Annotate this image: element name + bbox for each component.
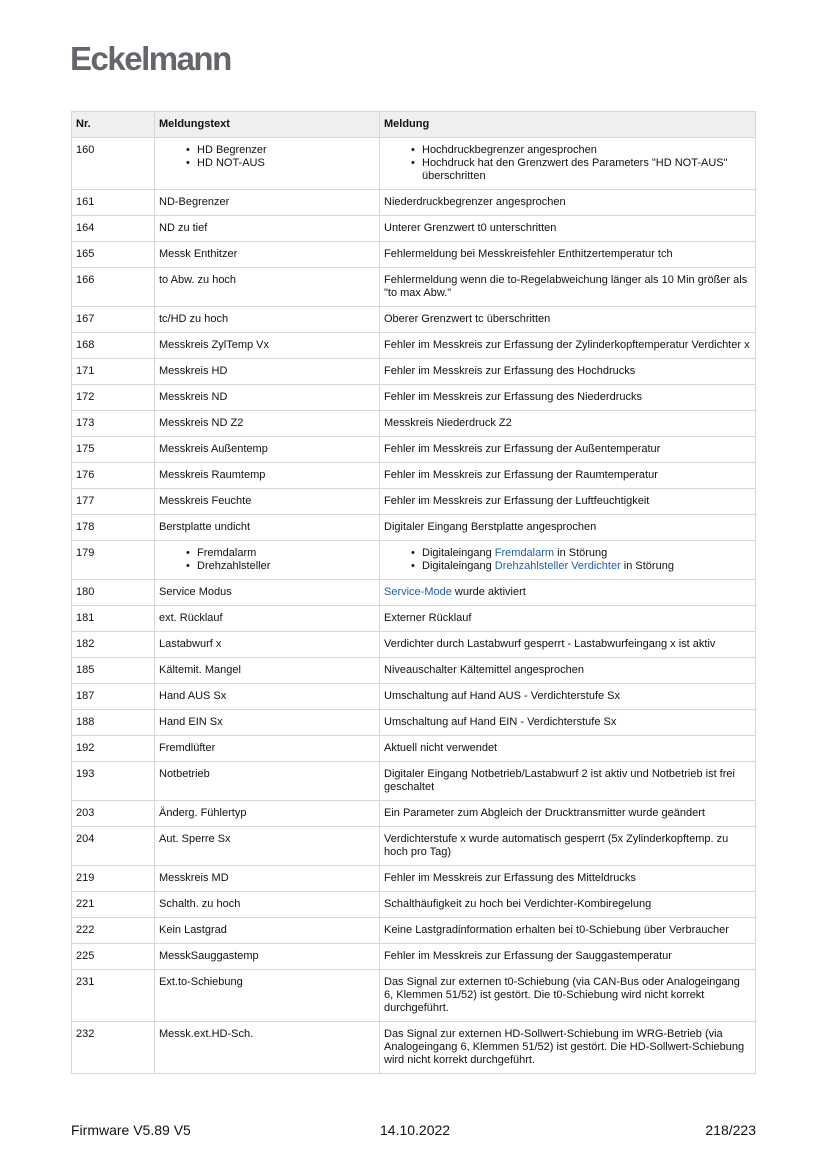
row-message-text (155, 138, 380, 190)
row-number: 203 (72, 801, 155, 827)
row-message-text: MesskSauggastemp (155, 944, 380, 970)
row-number: 222 (72, 918, 155, 944)
row-message: Ein Parameter zum Abgleich der Drucktransmitter wurde geändert (380, 801, 756, 827)
row-message: Umschaltung auf Hand AUS - Verdichterstufe Sx (380, 684, 756, 710)
row-message-text: Messkreis ND (155, 385, 380, 411)
header-nr: Nr. (72, 112, 155, 138)
row-message-text: Berstplatte undicht (155, 515, 380, 541)
list-item (422, 547, 751, 560)
row-number: 168 (72, 333, 155, 359)
row-message: Niveauschalter Kältemittel angesprochen (380, 658, 756, 684)
table-row (72, 736, 756, 762)
row-message-text: Messkreis ZylTemp Vx (155, 333, 380, 359)
table-row (72, 190, 756, 216)
message-table (71, 111, 756, 1074)
row-message-text: Kältemit. Mangel (155, 658, 380, 684)
row-message-text: Messkreis ND Z2 (155, 411, 380, 437)
row-message: Unterer Grenzwert t0 unterschritten (380, 216, 756, 242)
row-number: 219 (72, 866, 155, 892)
row-message-text: ND-Begrenzer (155, 190, 380, 216)
row-message-text: Messkreis MD (155, 866, 380, 892)
table-row (72, 385, 756, 411)
message-text: Digitaleingang (422, 560, 495, 572)
footer-date: 14.10.2022 (380, 1122, 451, 1138)
table-row (72, 489, 756, 515)
row-number: 179 (72, 541, 155, 580)
row-message-text: Notbetrieb (155, 762, 380, 801)
row-message: Fehler im Messkreis zur Erfassung des Hochdrucks (380, 359, 756, 385)
table-row (72, 138, 756, 190)
table-row (72, 632, 756, 658)
list-item: • HD Begrenzer (197, 144, 375, 157)
table-row (72, 216, 756, 242)
row-message: Fehler im Messkreis zur Erfassung der Zylinderkopftemperatur Verdichter x (380, 333, 756, 359)
row-message: Aktuell nicht verwendet (380, 736, 756, 762)
row-message: Fehler im Messkreis zur Erfassung der Luftfeuchtigkeit (380, 489, 756, 515)
row-number: 166 (72, 268, 155, 307)
row-number: 182 (72, 632, 155, 658)
table-row (72, 541, 756, 580)
message-text-list (159, 547, 375, 573)
row-message: Oberer Grenzwert tc überschritten (380, 307, 756, 333)
eckelmann-logo: Eckelmann (70, 40, 231, 77)
table-row (72, 944, 756, 970)
message-link[interactable]: Drehzahlsteller Verdichter (494, 560, 621, 572)
row-message: Externer Rücklauf (380, 606, 756, 632)
row-message-text: Lastabwurf x (155, 632, 380, 658)
table-row (72, 827, 756, 866)
list-item: • HD NOT-AUS (197, 157, 375, 170)
footer-firmware: Firmware V5.89 V5 (71, 1122, 191, 1138)
row-number: 193 (72, 762, 155, 801)
row-number: 164 (72, 216, 155, 242)
header-meldung: Meldung (380, 112, 756, 138)
row-message-text: Ext.to-Schiebung (155, 970, 380, 1022)
message-text-list (159, 144, 375, 170)
row-number: 165 (72, 242, 155, 268)
table-row (72, 515, 756, 541)
message-text: Digitaleingang (422, 547, 495, 559)
row-number: 177 (72, 489, 155, 515)
row-number: 180 (72, 580, 155, 606)
row-message: Messkreis Niederdruck Z2 (380, 411, 756, 437)
row-message: Fehler im Messkreis zur Erfassung des Niederdrucks (380, 385, 756, 411)
row-message-text: tc/HD zu hoch (155, 307, 380, 333)
row-message: Fehler im Messkreis zur Erfassung des Mitteldrucks (380, 866, 756, 892)
message-text: wurde aktiviert (451, 586, 526, 598)
list-item: • Fremdalarm (197, 547, 375, 560)
row-message (380, 541, 756, 580)
row-message-text: Messkreis Raumtemp (155, 463, 380, 489)
table-row (72, 463, 756, 489)
row-number: 204 (72, 827, 155, 866)
row-message-text: Schalth. zu hoch (155, 892, 380, 918)
table-row (72, 437, 756, 463)
row-number: 171 (72, 359, 155, 385)
table-row (72, 658, 756, 684)
row-message-text (155, 541, 380, 580)
row-number: 173 (72, 411, 155, 437)
header-meldungstext: Meldungstext (155, 112, 380, 138)
table-row (72, 268, 756, 307)
message-link[interactable]: Fremdalarm (494, 547, 555, 559)
table-row (72, 892, 756, 918)
row-message-text: ND zu tief (155, 216, 380, 242)
table-row (72, 359, 756, 385)
message-link[interactable]: Service-Mode (384, 586, 452, 598)
row-number: 161 (72, 190, 155, 216)
row-message-text: Service Modus (155, 580, 380, 606)
list-item (422, 560, 751, 573)
row-number: 160 (72, 138, 155, 190)
row-message: Das Signal zur externen HD-Sollwert-Schiebung im WRG-Betrieb (via Analogeingang 6, Klemmen 51/52) ist gestört. Die HD-Sollwert-Schiebung wird nicht korrekt durchgeführt. (380, 1022, 756, 1074)
row-message-text: Hand AUS Sx (155, 684, 380, 710)
table-row (72, 606, 756, 632)
table-row (72, 580, 756, 606)
row-message (380, 580, 756, 606)
row-number: 225 (72, 944, 155, 970)
row-message-text: Kein Lastgrad (155, 918, 380, 944)
list-item: • Drehzahlsteller (197, 560, 375, 573)
row-number: 187 (72, 684, 155, 710)
row-message: Digitaler Eingang Berstplatte angesprochen (380, 515, 756, 541)
row-message-text: ext. Rücklauf (155, 606, 380, 632)
table-row (72, 710, 756, 736)
table-header-row (72, 112, 756, 138)
table-row (72, 242, 756, 268)
row-number: 188 (72, 710, 155, 736)
row-message: Fehler im Messkreis zur Erfassung der Außentemperatur (380, 437, 756, 463)
row-message-text: to Abw. zu hoch (155, 268, 380, 307)
row-message: Fehlermeldung wenn die to-Regelabweichung länger als 10 Min größer als "to max Abw." (380, 268, 756, 307)
row-message: Das Signal zur externen t0-Schiebung (via CAN-Bus oder Analogeingang 6, Klemmen 51/52) ist gestört. Die t0-Schiebung wird nicht korrekt durchgeführt. (380, 970, 756, 1022)
row-message-text: Aut. Sperre Sx (155, 827, 380, 866)
table-row (72, 918, 756, 944)
row-message: Umschaltung auf Hand EIN - Verdichterstufe Sx (380, 710, 756, 736)
row-message: Verdichter durch Lastabwurf gesperrt - Lastabwurfeingang x ist aktiv (380, 632, 756, 658)
row-number: 185 (72, 658, 155, 684)
row-message-text: Messkreis Außentemp (155, 437, 380, 463)
table-row (72, 307, 756, 333)
message-text: in Störung (620, 560, 674, 572)
row-number: 178 (72, 515, 155, 541)
row-number: 192 (72, 736, 155, 762)
list-item (422, 144, 751, 157)
table-row (72, 801, 756, 827)
table-row (72, 970, 756, 1022)
footer-page-number: 218/223 (705, 1122, 756, 1138)
table-row (72, 1022, 756, 1074)
table-row (72, 333, 756, 359)
row-number: 231 (72, 970, 155, 1022)
list-item (422, 157, 751, 183)
row-number: 172 (72, 385, 155, 411)
row-number: 176 (72, 463, 155, 489)
row-message-text: Messkreis HD (155, 359, 380, 385)
message-list (384, 547, 751, 573)
table-row (72, 411, 756, 437)
message-list (384, 144, 751, 183)
row-message-text: Änderg. Fühlertyp (155, 801, 380, 827)
row-message: Fehler im Messkreis zur Erfassung der Raumtemperatur (380, 463, 756, 489)
row-message: Schalthäufigkeit zu hoch bei Verdichter-Kombiregelung (380, 892, 756, 918)
table-row (72, 866, 756, 892)
row-number: 232 (72, 1022, 155, 1074)
row-message-text: Messk Enthitzer (155, 242, 380, 268)
row-message: Niederdruckbegrenzer angesprochen (380, 190, 756, 216)
row-message-text: Messkreis Feuchte (155, 489, 380, 515)
row-message-text: Hand EIN Sx (155, 710, 380, 736)
message-text: in Störung (554, 547, 608, 559)
row-message-text: Messk.ext.HD-Sch. (155, 1022, 380, 1074)
row-message: Fehler im Messkreis zur Erfassung der Sauggastemperatur (380, 944, 756, 970)
row-message: Verdichterstufe x wurde automatisch gesperrt (5x Zylinderkopftemp. zu hoch pro Tag) (380, 827, 756, 866)
table-row (72, 762, 756, 801)
row-number: 167 (72, 307, 155, 333)
row-number: 181 (72, 606, 155, 632)
row-message: Fehlermeldung bei Messkreisfehler Enthitzertemperatur tch (380, 242, 756, 268)
row-number: 175 (72, 437, 155, 463)
row-number: 221 (72, 892, 155, 918)
message-text: Hochdruck hat den Grenzwert des Parameters "HD NOT-AUS" überschritten (422, 157, 728, 182)
row-message (380, 138, 756, 190)
message-text: Hochdruckbegrenzer angesprochen (422, 144, 597, 156)
row-message: Keine Lastgradinformation erhalten bei t0-Schiebung über Verbraucher (380, 918, 756, 944)
table-row (72, 684, 756, 710)
row-message: Digitaler Eingang Notbetrieb/Lastabwurf 2 ist aktiv und Notbetrieb ist frei geschaltet (380, 762, 756, 801)
row-message-text: Fremdlüfter (155, 736, 380, 762)
